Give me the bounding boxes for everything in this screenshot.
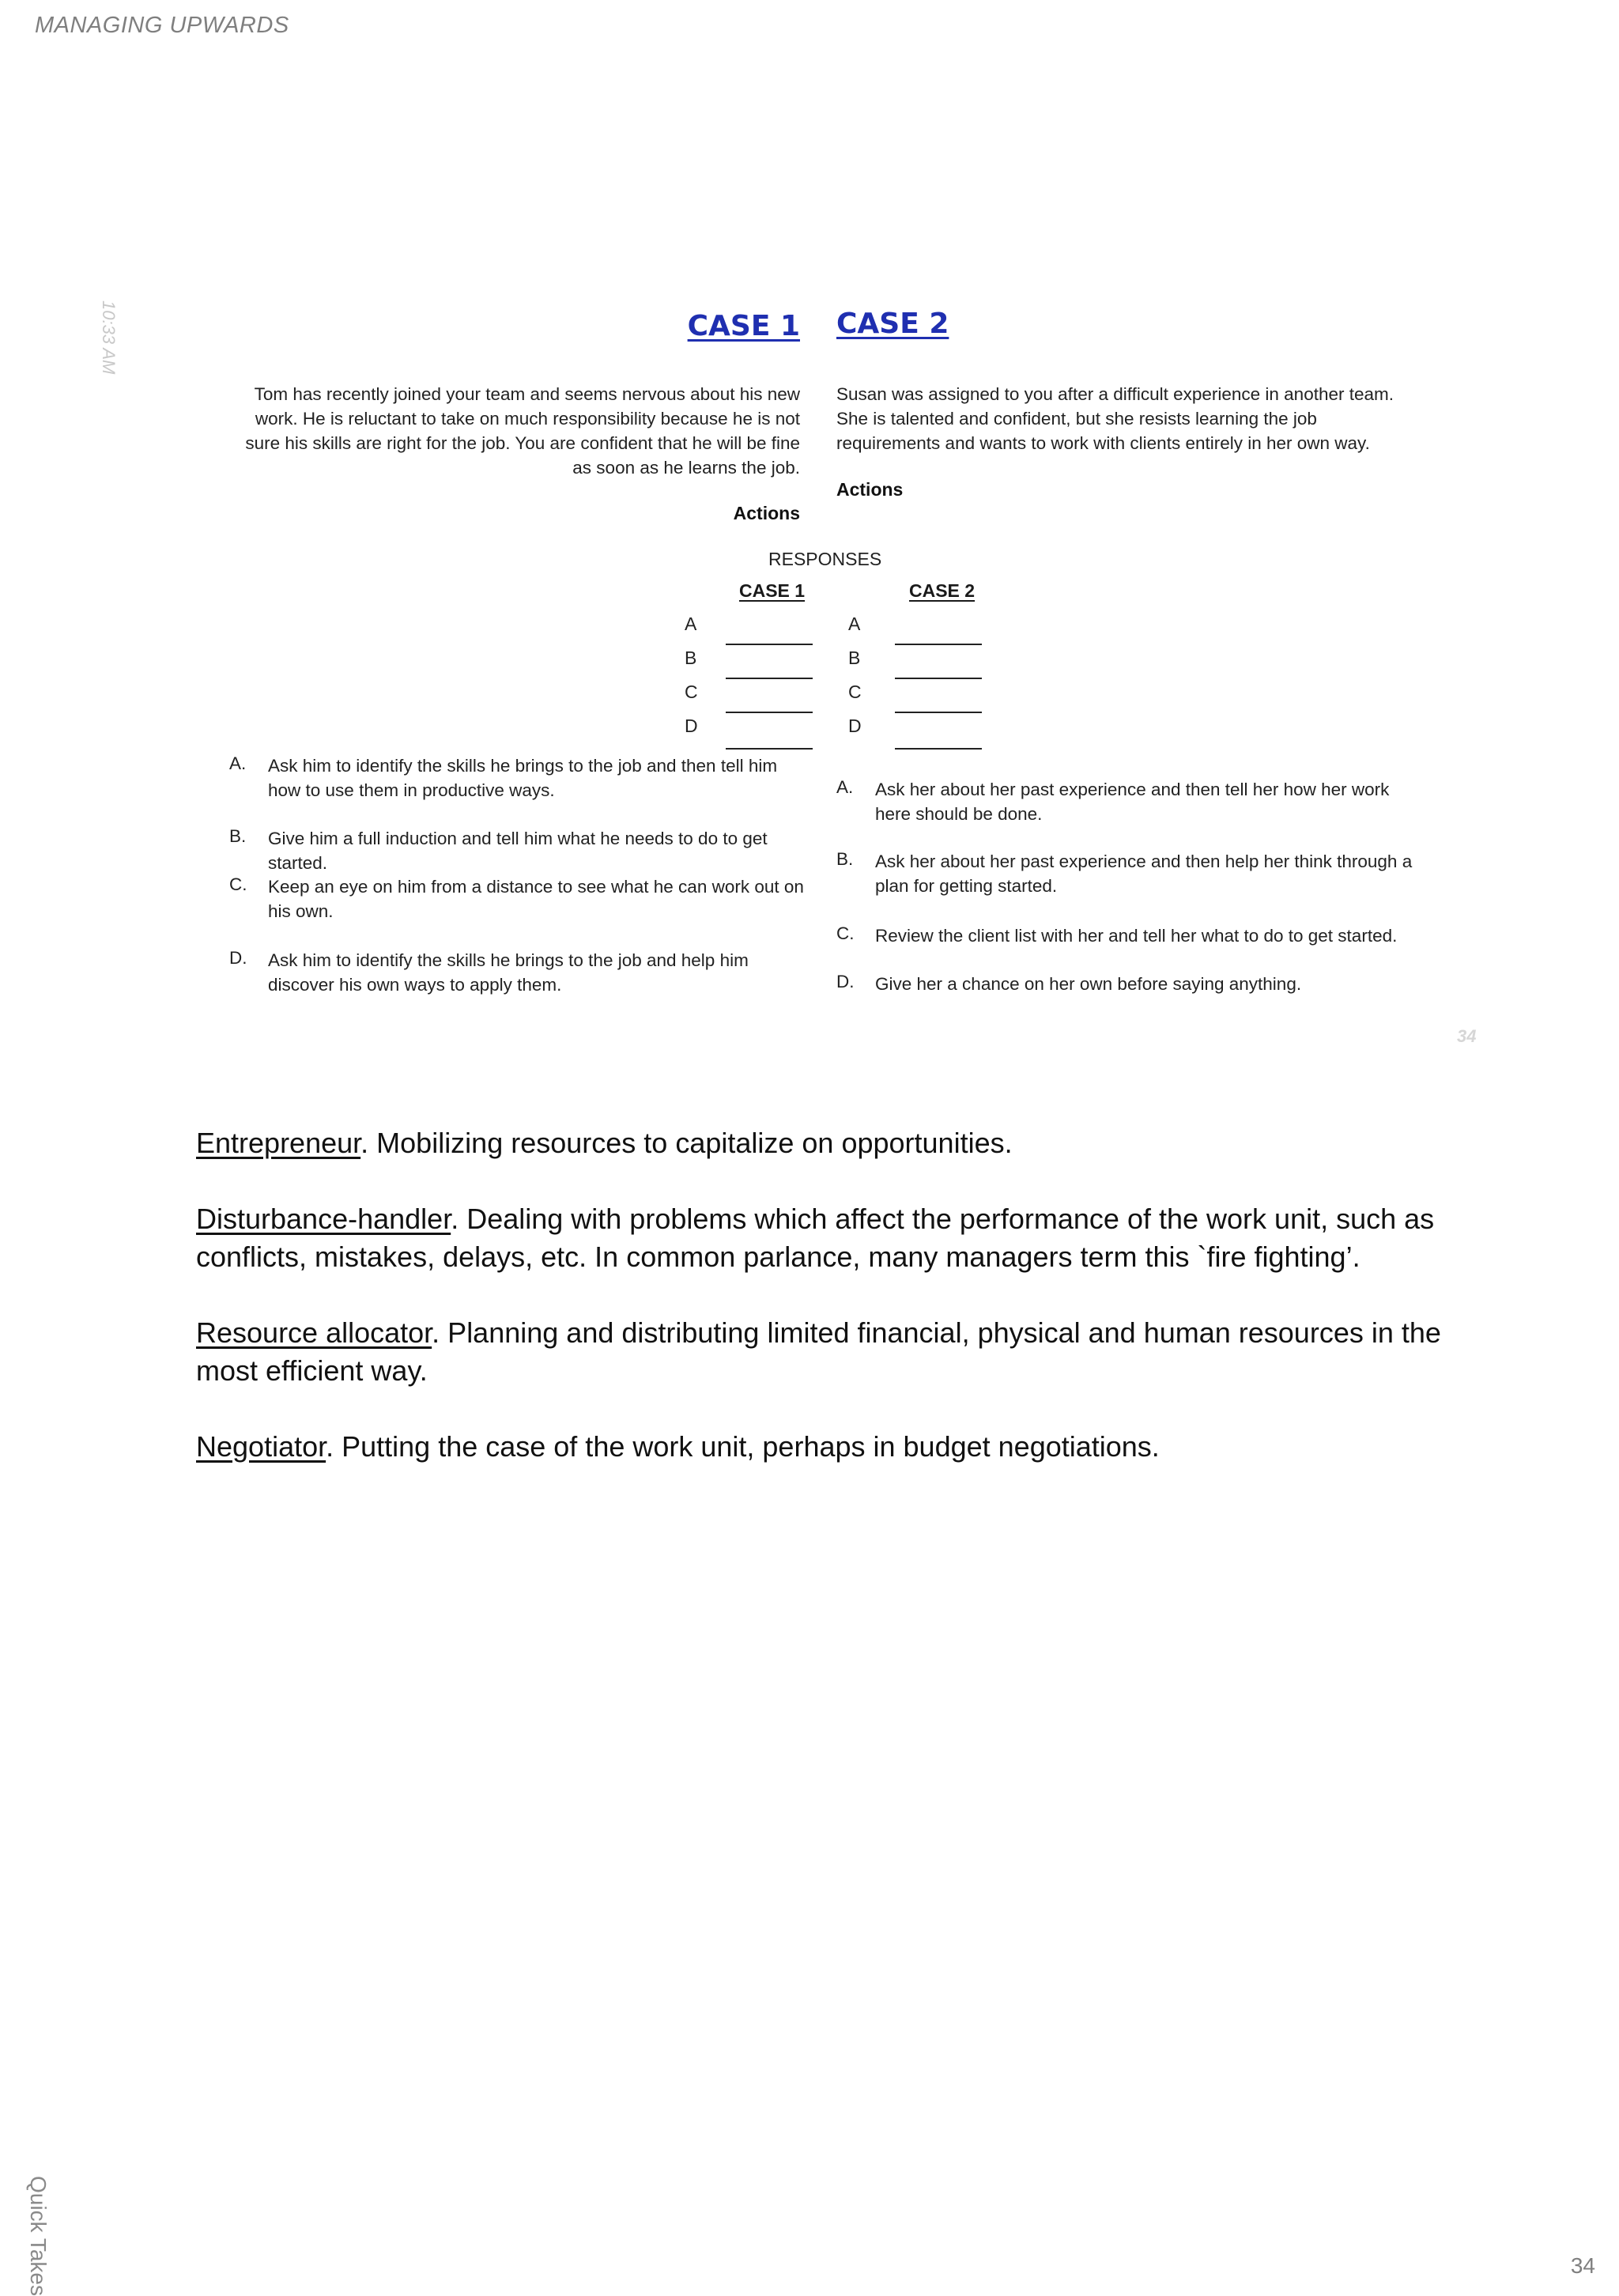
page-number: 34: [1570, 2253, 1595, 2278]
case2-description: Susan was assigned to you after a difficult experience in another team. She is talented and confident, but she resists learning the job requirements and wants to work with clients entirely in her own way.: [836, 384, 1394, 453]
response-letter-case1: A: [685, 614, 697, 634]
inner-page-stamp: 34: [1457, 1026, 1477, 1046]
response-blank-case2[interactable]: [895, 644, 982, 645]
response-blank-case2[interactable]: [895, 712, 982, 713]
case2-option-letter: C.: [836, 923, 855, 943]
case1-description: Tom has recently joined your team and seems nervous about his new work. He is reluctant to take on much responsibility because he is not sure his skills are right for the job. You are confident that he will be fine as soon as he learns the job.: [245, 384, 800, 478]
case1-option-text: Ask him to identify the skills he brings to the job and then tell him how to use them in productive ways.: [268, 756, 778, 800]
role-definition: . Dealing with problems which affect the performance of the work unit, such as conflicts, mistakes, delays, etc. In common parlance, many managers term this `fire fighting’.: [196, 1203, 1435, 1273]
role-definition: . Planning and distributing limited financial, physical and human resources in the most efficient way.: [196, 1316, 1441, 1387]
role-paragraph: [196, 1314, 1461, 1390]
role-term: Entrepreneur: [196, 1127, 361, 1159]
case1-option-text: Keep an eye on him from a distance to see what he can work out on his own.: [268, 877, 804, 921]
case2-option-text: Ask her about her past experience and then tell her how her work here should be done.: [875, 780, 1390, 824]
case2-actions-label: Actions: [836, 479, 904, 500]
responses-case2-heading: CASE 2: [909, 580, 976, 601]
role-paragraph: [196, 1428, 1461, 1466]
case2-option-letter: D.: [836, 972, 855, 991]
footer-section-label: Quick Takes: [26, 2176, 51, 2296]
responses-label: RESPONSES: [768, 549, 882, 569]
case2-option-letter: A.: [836, 777, 854, 797]
case1-option-letter: B.: [229, 826, 247, 846]
response-letter-case1: B: [685, 648, 697, 668]
role-definition: . Putting the case of the work unit, perhaps in budget negotiations.: [326, 1430, 1160, 1463]
case1-title: CASE 1: [687, 310, 800, 342]
role-term: Negotiator: [196, 1430, 326, 1463]
response-blank-case2[interactable]: [895, 678, 982, 679]
case2-option-text: Ask her about her past experience and then help her think through a plan for getting started.: [875, 852, 1413, 896]
response-letter-case2: C: [848, 682, 862, 702]
case1-option-letter: C.: [229, 874, 247, 894]
case1-option-text: Ask him to identify the skills he brings to the job and help him discover his own ways to apply them.: [268, 950, 749, 995]
role-definition: . Mobilizing resources to capitalize on opportunities.: [360, 1127, 1013, 1159]
response-blank-case2[interactable]: [895, 748, 982, 750]
role-paragraph: [196, 1200, 1461, 1276]
response-letter-case2: A: [848, 614, 861, 634]
role-term: Disturbance-handler: [196, 1203, 451, 1235]
responses-case1-heading: CASE 1: [739, 580, 806, 601]
role-term: Resource allocator: [196, 1316, 432, 1349]
response-blank-case1[interactable]: [726, 644, 813, 645]
case1-actions-label: Actions: [733, 503, 800, 523]
response-blank-case1[interactable]: [726, 748, 813, 750]
response-letter-case2: D: [848, 716, 862, 736]
side-time-stamp: 10:33 AM: [99, 300, 119, 375]
case2-option-letter: B.: [836, 849, 854, 869]
case2-title: CASE 2: [836, 308, 949, 340]
case2-option-text: Review the client list with her and tell her what to do to get started.: [875, 926, 1398, 946]
response-letter-case2: B: [848, 648, 861, 668]
response-blank-case1[interactable]: [726, 678, 813, 679]
role-paragraph: [196, 1124, 1461, 1162]
response-blank-case1[interactable]: [726, 712, 813, 713]
case2-option-text: Give her a chance on her own before saying anything.: [875, 974, 1302, 994]
running-header: MANAGING UPWARDS: [35, 13, 289, 38]
response-letter-case1: D: [685, 716, 698, 736]
case1-option-letter: D.: [229, 948, 247, 968]
response-letter-case1: C: [685, 682, 698, 702]
case1-option-text: Give him a full induction and tell him what he needs to do to get started.: [268, 829, 768, 873]
case1-option-letter: A.: [229, 753, 247, 773]
